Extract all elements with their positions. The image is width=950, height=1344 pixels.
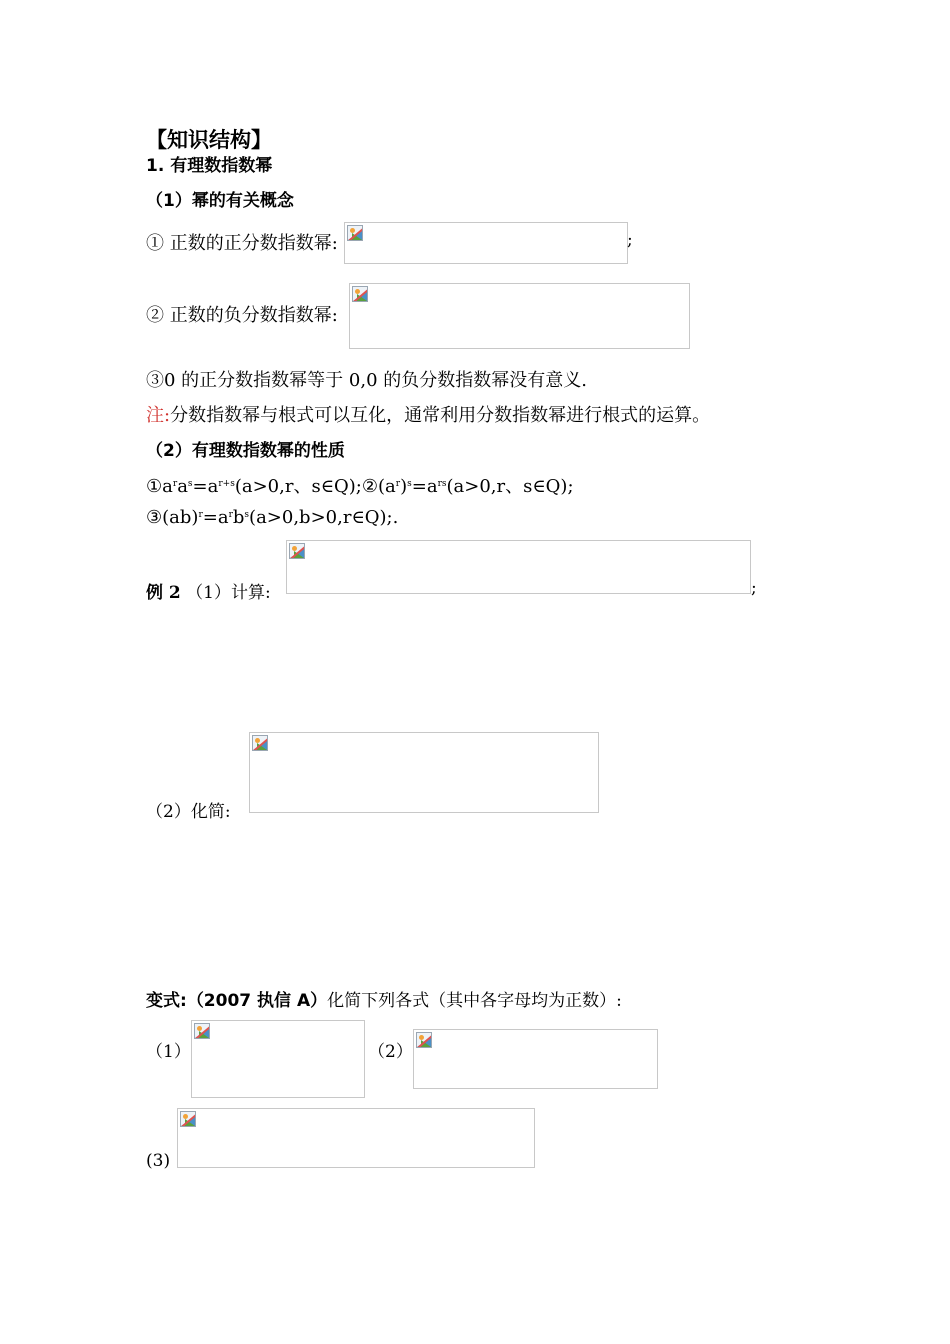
broken-image-icon (416, 1032, 432, 1048)
formula-image-1 (344, 222, 628, 264)
prop1-exp: r+s (218, 479, 235, 489)
example-2-part1: （1）计算: (186, 583, 271, 603)
broken-image-icon (352, 286, 368, 302)
property-line-1 (146, 472, 574, 498)
prop1-exp: s (407, 479, 412, 489)
prop3-exp: r (228, 510, 233, 520)
note-text: 分数指数幂与根式可以互化，通常利用分数指数幂进行根式的运算。 (170, 405, 711, 426)
variant-label: 变式: (146, 991, 187, 1011)
prop3-exp: s (244, 510, 250, 520)
item1-semicolon: ; (627, 230, 633, 250)
prop1-text: ①a (146, 476, 173, 497)
section-heading: 【知识结构】 (146, 128, 272, 152)
variant-line (146, 986, 622, 1011)
prop1-exp: rs (437, 479, 447, 489)
prop1-text: =a (192, 476, 219, 497)
prop1-exp: r (395, 479, 401, 489)
prop1-text: =a (411, 476, 438, 497)
variant-part-1-label: （1） (146, 1042, 191, 1062)
broken-image-icon (252, 735, 268, 751)
broken-image-icon (194, 1023, 210, 1039)
subsection-2-title: （2）有理数指数幂的性质 (146, 441, 345, 461)
item-positive-fractional-power: ① 正数的正分数指数幂: (146, 233, 338, 254)
formula-image-5 (191, 1020, 365, 1098)
prop3-text: ③(ab) (146, 507, 199, 528)
formula-image-2 (349, 283, 690, 349)
prop3-text: b (232, 507, 245, 528)
prop1-text: a (177, 476, 188, 497)
broken-image-icon (180, 1111, 196, 1127)
item-negative-fractional-power: ② 正数的负分数指数幂: (146, 305, 338, 326)
prop1-text: ) (400, 476, 408, 497)
variant-part-3-label: (3) (146, 1151, 171, 1171)
variant-source: （2007 执信 A） (186, 991, 328, 1011)
item-zero-power: ③0 的正分数指数幂等于 0,0 的负分数指数幂没有意义. (146, 370, 587, 391)
prop1-exp: r (172, 479, 178, 489)
formula-image-3 (286, 540, 751, 594)
prop3-exp: r (198, 510, 203, 520)
prop1-text: (a>0,r、s∈Q); (446, 476, 574, 497)
example-2-part2: （2）化简: (146, 802, 231, 822)
example-2-line (146, 578, 271, 603)
broken-image-icon (289, 543, 305, 559)
broken-image-icon (347, 225, 363, 241)
prop1-exp: s (187, 479, 193, 489)
example-2-label: 例 2 (146, 583, 181, 603)
example-2-semicolon: ; (751, 578, 757, 598)
prop1-text: (a>0,r、s∈Q);②(a (234, 476, 396, 497)
note-label: 注: (146, 405, 171, 426)
variant-part-2-label: （2） (368, 1042, 413, 1062)
formula-image-7 (177, 1108, 535, 1168)
section-1-title: 1. 有理数指数幂 (146, 156, 273, 176)
variant-text: 化简下列各式（其中各字母均为正数）: (327, 991, 622, 1011)
note-line (146, 401, 710, 427)
subsection-1-title: （1）幂的有关概念 (146, 191, 294, 211)
prop3-text: (a>0,b>0,r∈Q);. (249, 507, 399, 528)
formula-image-6 (413, 1029, 658, 1089)
formula-image-4 (249, 732, 599, 813)
property-line-3 (146, 507, 398, 528)
prop3-text: =a (202, 507, 229, 528)
